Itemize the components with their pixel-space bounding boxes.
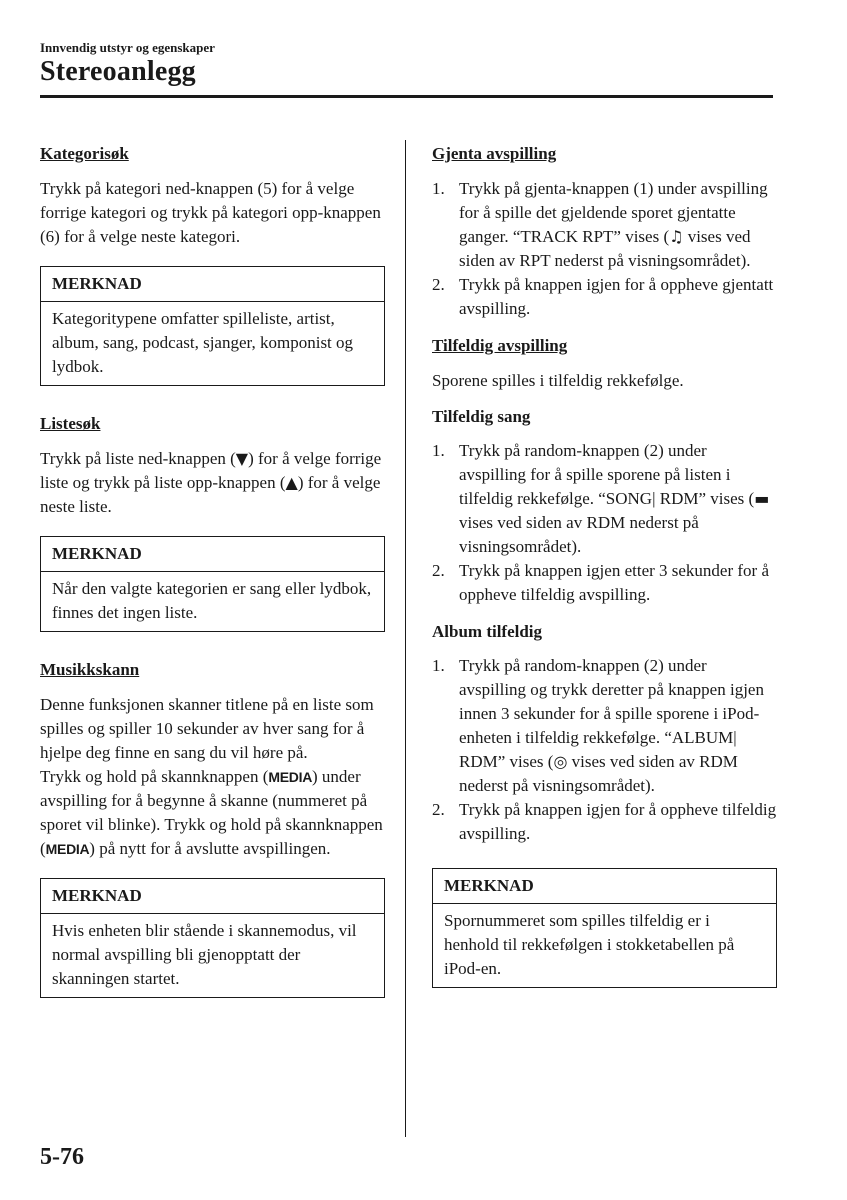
list-item: 2. Trykk på knappen igjen for å oppheve tilfeldig avspilling. bbox=[432, 800, 777, 843]
column-divider bbox=[405, 140, 406, 1137]
gjenta-steps bbox=[432, 177, 777, 321]
note-box-2 bbox=[40, 536, 385, 632]
note-title: MERKNAD bbox=[41, 267, 384, 302]
note-box-4 bbox=[432, 868, 777, 988]
heading-listesok: Listesøk bbox=[40, 414, 101, 433]
note-box-3 bbox=[40, 878, 385, 998]
heading-musikkskann: Musikkskann bbox=[40, 660, 140, 679]
page-title: Stereoanlegg bbox=[40, 56, 196, 87]
listesok-text: Trykk på liste ned-knappen (▼) for å velge forrige liste og trykk på liste opp-knappen (▲) for å velge neste liste. bbox=[40, 449, 382, 516]
list-item: 1. Trykk på random-knappen (2) under avspilling og trykk deretter på knappen igjen innen 3 sekunder for å spille sporene i iPod-enheten i tilfeldig rekkefølge. “ALBUM| RDM” vises (◎ vises ved siden av RDM nederst på visningsområdet). bbox=[432, 656, 764, 795]
list-item: 1. Trykk på random-knappen (2) under avspilling for å spille sporene på listen i tilfeldig rekkefølge. “SONG| RDM” vises (▬ vises ved siden av RDM nederst på visningsområdet). bbox=[432, 441, 770, 556]
kategorisok-text: Trykk på kategori ned-knappen (5) for å velge forrige kategori og trykk på kategori opp-knappen (6) for å velge neste kategori. bbox=[40, 179, 381, 246]
heading-tilfeldig-sang: Tilfeldig sang bbox=[432, 407, 531, 426]
heading-kategorisok: Kategorisøk bbox=[40, 144, 129, 163]
heading-tilfeldig: Tilfeldig avspilling bbox=[432, 336, 568, 355]
left-column bbox=[40, 142, 385, 1024]
up-arrow-icon: ▲ bbox=[285, 473, 298, 492]
list-item: 1. Trykk på gjenta-knappen (1) under avspilling for å spille det gjeldende sporet gjentatte ganger. “TRACK RPT” vises (♫ vises ved siden av RPT nederst på visningsområdet). bbox=[432, 179, 768, 270]
musikkskann-text-1: Denne funksjonen skanner titlene på en liste som spilles og spiller 10 sekunder av hver sang for å hjelpe deg finne en sang du vil høre på. bbox=[40, 695, 374, 762]
heading-album-tilfeldig: Album tilfeldig bbox=[432, 622, 543, 641]
section-label: Innvendig utstyr og egenskaper bbox=[40, 40, 215, 55]
note-body: Når den valgte kategorien er sang eller lydbok, finnes det ingen liste. bbox=[52, 579, 372, 622]
note-body: Spornummeret som spilles tilfeldig er i henhold til rekkefølgen i stokketabellen på iPod-en. bbox=[444, 911, 735, 978]
right-column bbox=[432, 142, 777, 1014]
title-rule bbox=[40, 95, 773, 98]
list-item: 2. Trykk på knappen igjen for å oppheve gjentatt avspilling. bbox=[432, 275, 774, 318]
down-arrow-icon: ▼ bbox=[235, 449, 249, 468]
tilfeldig-text: Sporene spilles i tilfeldig rekkefølge. bbox=[432, 371, 684, 390]
note-body: Kategoritypene omfatter spilleliste, artist, album, sang, podcast, sjanger, komponist og lydbok. bbox=[52, 309, 354, 376]
note-body: Hvis enheten blir stående i skannemodus, vil normal avspilling bli gjenopptatt der skanningen startet. bbox=[52, 921, 357, 988]
note-title: MERKNAD bbox=[433, 869, 776, 904]
note-box-1 bbox=[40, 266, 385, 386]
list-item: 2. Trykk på knappen igjen etter 3 sekunder for å oppheve tilfeldig avspilling. bbox=[432, 561, 770, 604]
album-tilfeldig-steps bbox=[432, 654, 777, 846]
musikkskann-text-2: Trykk og hold på skannknappen (MEDIA) under avspilling for å begynne å skanne (nummeret på sporet vil blinke). Trykk og hold på skannknappen (MEDIA) på nytt for å avslutte avspillingen. bbox=[40, 767, 383, 858]
tilfeldig-sang-steps bbox=[432, 439, 777, 607]
note-title: MERKNAD bbox=[41, 537, 384, 572]
media-key-label: MEDIA bbox=[45, 841, 90, 857]
page-number: 5-76 bbox=[40, 1144, 84, 1170]
media-key-label: MEDIA bbox=[268, 769, 313, 785]
folder-icon: ▬ bbox=[754, 489, 770, 508]
note-title: MERKNAD bbox=[41, 879, 384, 914]
music-note-icon: ♫ bbox=[669, 227, 684, 246]
disc-icon: ◎ bbox=[553, 752, 568, 771]
heading-gjenta: Gjenta avspilling bbox=[432, 144, 557, 163]
